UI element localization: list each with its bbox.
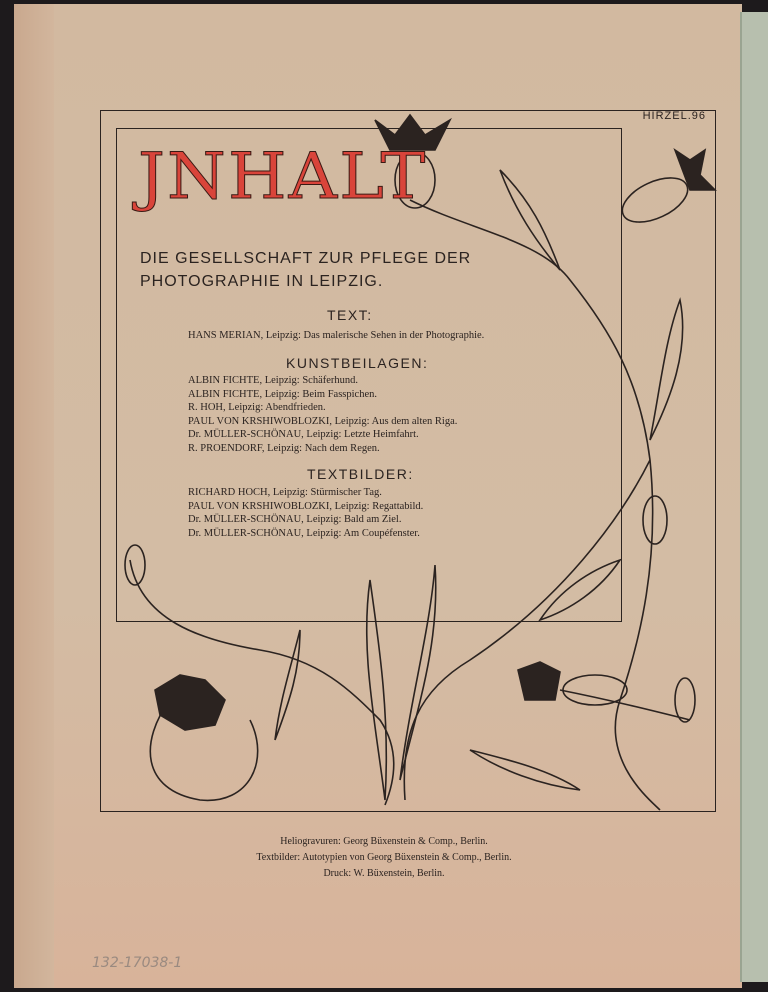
flower-bud bbox=[675, 678, 695, 722]
list-item: ALBIN FICHTE, Leipzig: Beim Fasspichen. bbox=[188, 389, 377, 400]
vine-stem bbox=[404, 460, 650, 800]
leaf bbox=[367, 580, 387, 800]
heading-line: PHOTOGRAPHIE IN LEIPZIG. bbox=[140, 273, 384, 290]
list-item: R. PROENDORF, Leipzig: Nach dem Regen. bbox=[188, 443, 380, 454]
list-item: Dr. MÜLLER-SCHÖNAU, Leipzig: Letzte Heimfahrt. bbox=[188, 429, 419, 440]
section-title-text: TEXT: bbox=[327, 307, 373, 323]
flower-bud bbox=[616, 169, 695, 231]
list-item: PAUL VON KRSHIWOBLOZKI, Leipzig: Regattabild. bbox=[188, 501, 424, 512]
flower-petals bbox=[518, 662, 560, 700]
footer-credit: Heliogravuren: Georg Büxenstein & Comp., Berlin. bbox=[280, 836, 488, 847]
leaf bbox=[540, 560, 620, 620]
section-title-kunstbeilagen: KUNSTBEILAGEN: bbox=[286, 355, 429, 371]
artist-signature: HIRZEL.96 bbox=[642, 110, 706, 122]
list-item: Dr. MÜLLER-SCHÖNAU, Leipzig: Am Coupéfenster. bbox=[188, 528, 420, 539]
archive-pencil-note: 132-17038-1 bbox=[92, 955, 183, 971]
heading-line: DIE GESELLSCHAFT ZUR PFLEGE DER bbox=[140, 250, 472, 267]
list-item: RICHARD HOCH, Leipzig: Stürmischer Tag. bbox=[188, 487, 382, 498]
vine-stem bbox=[410, 200, 660, 810]
list-item: ALBIN FICHTE, Leipzig: Schäferhund. bbox=[188, 375, 359, 386]
flower-bud bbox=[563, 675, 627, 705]
list-item: R. HOH, Leipzig: Abendfrieden. bbox=[188, 402, 326, 413]
leaf bbox=[650, 300, 683, 440]
footer-credit: Textbilder: Autotypien von Georg Büxenstein & Comp., Berlin. bbox=[256, 852, 512, 863]
leaf bbox=[500, 170, 560, 270]
leaf bbox=[400, 565, 436, 780]
flower-petals bbox=[155, 675, 225, 730]
section-title-textbilder: TEXTBILDER: bbox=[307, 466, 414, 482]
footer-credit: Druck: W. Büxenstein, Berlin. bbox=[323, 868, 445, 879]
flower-bud bbox=[643, 496, 667, 544]
page-title: JNHALT bbox=[138, 140, 428, 214]
leaf bbox=[470, 750, 580, 790]
list-item: HANS MERIAN, Leipzig: Das malerische Sehen in der Photographie. bbox=[188, 330, 485, 341]
flower-petals bbox=[675, 150, 715, 190]
list-item: PAUL VON KRSHIWOBLOZKI, Leipzig: Aus dem alten Riga. bbox=[188, 416, 458, 427]
list-item: Dr. MÜLLER-SCHÖNAU, Leipzig: Bald am Ziel. bbox=[188, 514, 402, 525]
leaf bbox=[275, 630, 300, 740]
